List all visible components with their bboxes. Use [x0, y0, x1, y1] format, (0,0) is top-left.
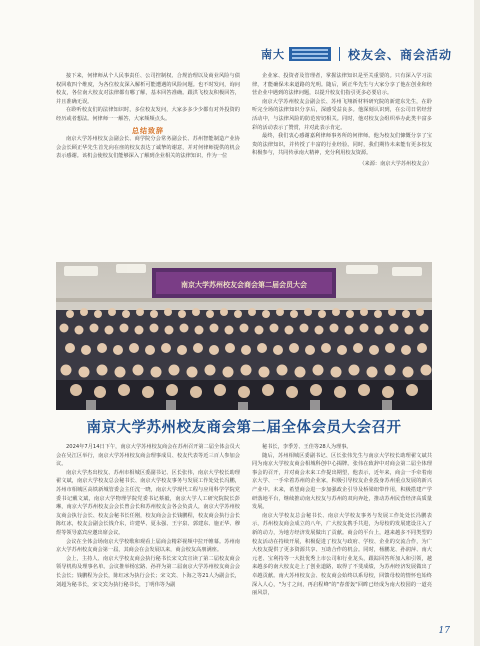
paragraph: 南京大学校友总会秘书长、南京大学校友事务与发展工作处处长冯鹏表示，苏州校友商会成立的八年，广大校友携手共进，为母校的发展建设注入了新的动力，为地方经济发展做出了贡献。商会的平台上，越来越多不同类型的校友活动在持续开展，积极促进了校友与政府、学校、企业的交流合作，为广大校友提供了更多资源共享、互助合作的机会。同时，杨鹏龙、孙润萍、南大元老、宝利持等一大批优秀上市公司和行业龙头，跟踪回答所加入和引领，越来越多的南大校友走上了创业道路，取得了不斐成绩，为苏州经济发展做出了卓越贡献。南大苏州校友会、校友商会始终以系母校，回馈母校的情怀也始终深入人心，"为寸之间，再启程峰"的"春蕾轰"回眸已经成为南大校园的一道亮丽风景， — [252, 512, 432, 597]
article-headline: 南京大学苏州校友商会第二届全体会员大会召开 — [86, 420, 402, 436]
paragraph: 2024年7月14日下午，南京大学苏州校友商会在苏州召开第二届全体会员大会在吴江区举行，南京大学苏州校友商会理事成员、校友代表等近三百人参加会议。 — [56, 444, 240, 468]
bottom-right-column — [252, 443, 432, 598]
paragraph: 南京大学苏州校友会副会长、商学院分会常务副会长、苏州智能制造产业协会会长顾正华先生首先向在座的校友表达了诚挚的谢意，并对何律师提供的机会表示感谢。该机会使校友们能够深入了解到企业相关的法律知识，作为一位 — [56, 136, 240, 160]
paragraph: 随后，苏州相城区委副书记、区长张伟先生与南京大学校长助理翟文斌共同为南京大学校友商会相城科创中心揭牌。张伟在致辞中对商会第二届全体理事会的召开，并对商会未来工作提出期望，他表示，近年来，商会一手牵着南京大学、一手牵着苏州的企业家，积极引导校友企业投身苏州重点发展的新兴产业中。未来，希望商会进一步加强政企引导及桥梁纽带作用，积极搭建产学研落地平台，继续推动南大校友与苏州的双向奔赴，推动苏州民营经济高质量发展。 — [252, 452, 432, 511]
paragraph: 企业家、投资者及管理者，掌握法律知识是至关重要的。只有深入学习法律，才能确保未来道路的光明。随后，顾正华先生与大家分享了他在创业和经营企业中遇到的法律问题，以提升校友们指引更多必要启示。 — [252, 73, 432, 97]
paragraph: 南京大学杰出校友、苏州市相城区委副书记、区长张伟，南京大学校长助理翟文斌，南京大学校友总会秘书长、南京大学校友事务与发展工作处处长冯鹏，苏州市相城区高铁新城管委会主任沈一晓，南京大学现代工程与应用科学学院党委书记戴文斌，南京大学物理学院党委书记蔡毅，南京大学人工研究院院长彭琳，南京大学苏州校友会会长曾会长和苏州校友会各会负责人，南京大学苏州校友商会执行会长、校友会秘书长任刚，校友商会会长钱鹏程，校友商会执行会长陈红冰，校友会副会长钱介东，许建华、夏永强、王宇泉、郭建东、施正华、穆煜等领导嘉宾应邀出席会议。 — [56, 469, 240, 536]
page-edge-strip — [474, 0, 480, 646]
page-header — [261, 44, 452, 64]
article-source: （来源：南京大学苏州校友会） — [359, 160, 432, 167]
brand-logo-icon — [289, 47, 331, 61]
top-left-column — [56, 72, 240, 161]
paragraph: 在聆听校友们的法律知识时，多位校友发问，大家多多少少都有对外投资的经历或者想法。何律师一一解答，大家频频点头。 — [56, 107, 240, 122]
brand-name: 南大 — [260, 48, 285, 61]
paragraph: 会议在全体会场南京大学校歌和观看上届商会精彩视频中拉开帷幕。苏州南京大学苏州校友商会第一届，其商会在会发展以来，商会校友高朋满座。 — [56, 538, 240, 554]
paragraph: 南京大学苏州校友会副会长、苏州飞翔新材料研究院的新建东先生，在聆听完全场的法律知识分享后，深感受益良多。他深刻认识到，在公司日常经营活动中，与法律风险的防范密切相关。同时，他对校友会组织举办此类丰富多彩的活动表示了赞赏，并对此表示肯定。 — [252, 98, 432, 131]
top-right-column — [252, 72, 432, 169]
paragraph: 最终，我们衷心感谢嘉利律师事务所的何律师。他为校友们慷慨分享了宝贵的法律知识，并传授了丰富的行业经验。同时，我们期待未来能有更多校友积极参与，共同传承南大精神，充分利用校友资源。 — [252, 133, 432, 157]
paragraph: 接下来，何律师从个人民事责任、公司控制权、合规治理以及商业风险与债权回收四个维度，为各位校友深入解析可能遭遇的风险问题。也不时发问，询问校友，各位南大校友对法律都有哪了解，基本回答准确。跟洪飞校友积极回答，并且准确无误。 — [56, 73, 240, 105]
paragraph: 秘书长，李季芳、王佳等28人为理事。 — [262, 444, 352, 450]
group-photo-illustration — [56, 262, 432, 410]
header-divider — [339, 47, 340, 61]
bottom-left-column — [56, 443, 240, 589]
page-number: 17 — [438, 626, 450, 636]
paragraph: 会上，主持人、南京大学校友商会执行秘书长宋文宾宣读了第二届校友商会领导机构及理事名单。会议推举杨宏路、孙祥为第二届南京大学苏州校友商会会长会长；钱鹏程为会长，陈红冰为执行会长；宋文宾、卜海之等21人为副会长，刘超为秘书长，宋文宾为执行秘书长，丁明伟等为副 — [56, 555, 240, 588]
section-title: 校友会、商会活动 — [347, 47, 452, 62]
subheading: 总结致辞 — [132, 126, 164, 135]
group-photo — [56, 262, 432, 410]
photo-banner-text: 南京大学苏州校友会商会第二届会员大会 — [181, 281, 307, 289]
